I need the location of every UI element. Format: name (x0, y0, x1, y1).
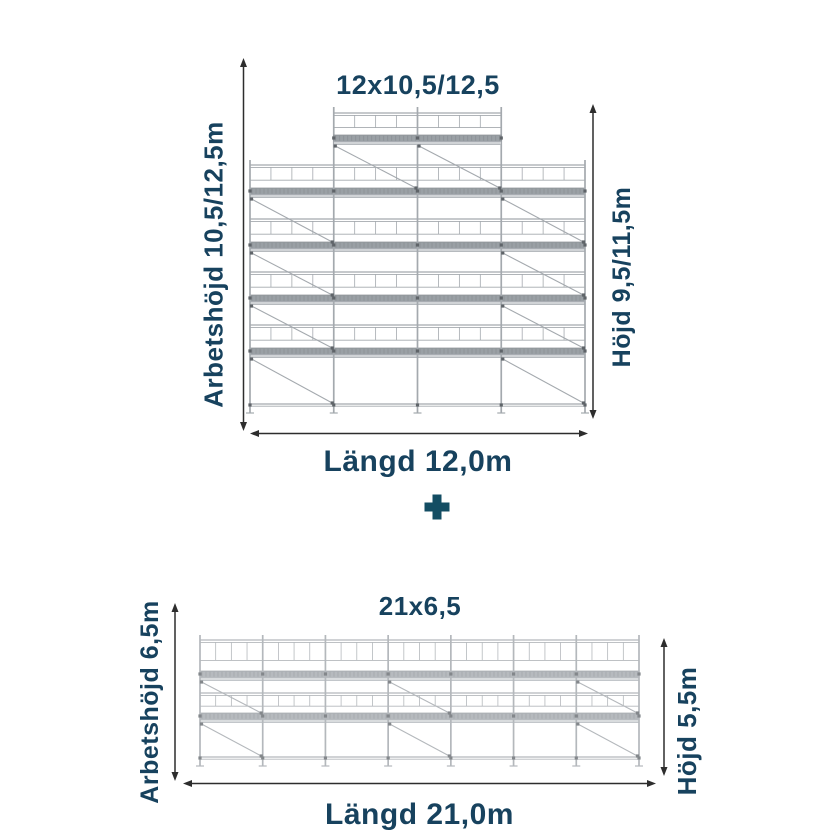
scaffold-top-title: 12x10,5/12,5 (336, 70, 500, 100)
scaffold-bottom-working-height-label: Arbetshöjd 6,5m (136, 600, 164, 804)
scaffold-top-drawing (246, 107, 589, 413)
scaffold-bottom-title: 21x6,5 (378, 591, 462, 621)
scaffold-top-working-height-label: Arbetshöjd 10,5/12,5m (198, 121, 229, 408)
scaffold-bottom-length-label: Längd 21,0m (325, 798, 514, 831)
plus-icon (424, 494, 450, 520)
scaffold-top-height-label: Höjd 9,5/11,5m (608, 186, 636, 368)
scaffold-bottom-height-label: Höjd 5,5m (672, 666, 702, 796)
plus-icon-shape (425, 495, 450, 520)
scaffold-top-length-label: Längd 12,0m (323, 445, 513, 478)
scaffold-bottom-drawing (196, 635, 643, 766)
